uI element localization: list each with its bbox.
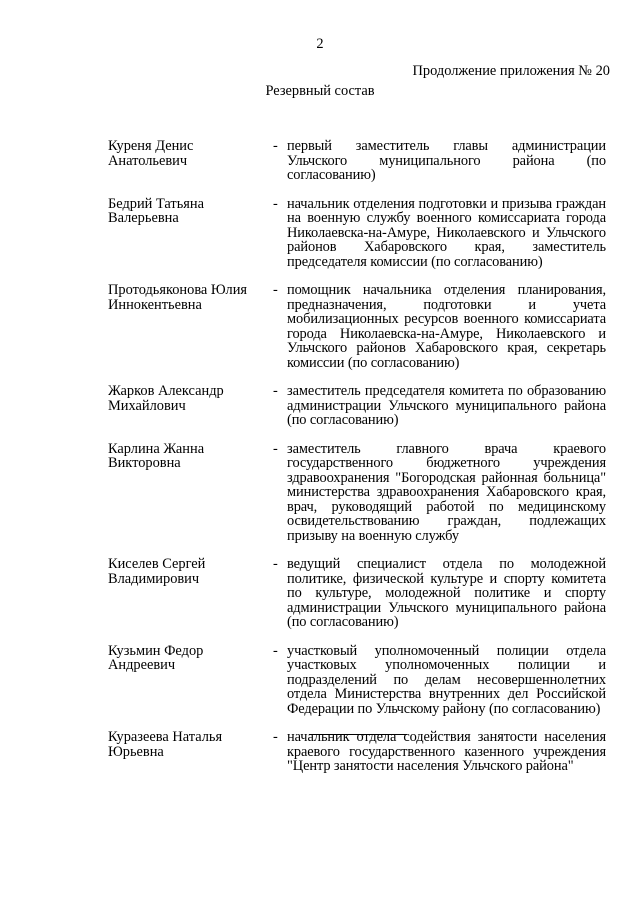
closing-divider <box>309 734 407 735</box>
member-dash: - <box>273 195 278 212</box>
member-row <box>108 557 606 630</box>
member-description: начальник отделения подготовки и призыва граждан на военную службу военного комиссариата города Николаевска-на-Амуре, Николаевского и Ульчского районов Хабаровского края, заместитель председателя комиссии (по согласованию) <box>287 195 606 270</box>
member-row <box>108 139 606 183</box>
member-dash: - <box>273 282 278 298</box>
member-name <box>108 384 273 413</box>
member-patronymic: Иннокентьевна <box>108 296 202 313</box>
member-name <box>108 730 273 759</box>
member-description: заместитель главного врача краевого государственного бюджетного учреждения здравоохранения "Богородская районная больница" министерства здравоохранения Хабаровского края, врач, руководящий работой по медицинскому освидетельствованию граждан, подлежащих призыву на военную службу <box>287 440 606 544</box>
members-list <box>108 139 606 788</box>
member-surname-first: Киселев Сергей <box>108 556 206 572</box>
member-row <box>108 730 606 774</box>
member-patronymic: Викторовна <box>108 455 181 471</box>
member-dash: - <box>273 138 278 154</box>
member-description: ведущий специалист отдела по молодежной политике, физической культуре и спорту комитета по культуре, молодежной политике и спорту администрации Ульчского муниципального района (по согласованию) <box>287 556 606 630</box>
member-dash: - <box>273 383 278 399</box>
member-patronymic: Валерьевна <box>108 210 179 226</box>
member-patronymic: Анатольевич <box>108 152 188 169</box>
member-patronymic: Владимирович <box>108 570 200 587</box>
member-name <box>108 283 273 312</box>
member-description: первый заместитель главы администрации Ульчского муниципального района (по согласованию) <box>287 138 606 183</box>
member-name <box>108 557 273 586</box>
member-name <box>108 442 273 471</box>
member-surname-first: Бедрий Татьяна <box>108 195 204 212</box>
member-patronymic: Андреевич <box>108 657 176 673</box>
member-dash: - <box>273 440 278 457</box>
member-row <box>108 644 606 717</box>
member-name <box>108 644 273 673</box>
member-dash: - <box>273 729 278 745</box>
member-patronymic: Михайлович <box>108 397 186 414</box>
member-surname-first: Протодьяконова Юлия <box>108 282 248 298</box>
section-title: Резервный состав <box>265 83 375 99</box>
member-dash: - <box>273 556 278 572</box>
member-surname-first: Кузьмин Федор <box>108 642 204 659</box>
member-row <box>108 283 606 370</box>
member-description: участковый уполномоченный полиции отдела участковых уполномоченных полиции и подразделений по делам несовершеннолетних отдела Министерства внутренних дел Российской Федерации по Ульчскому району (по согласованию) <box>287 642 606 717</box>
member-surname-first: Жарков Александр <box>108 383 224 399</box>
member-row <box>108 384 606 428</box>
member-patronymic: Юрьевна <box>108 743 164 760</box>
page-number: 2 <box>316 36 324 52</box>
member-description: начальник отдела содействия занятости населения краевого государственного казенного учреждения "Центр занятости населения Ульчского района" <box>287 729 606 774</box>
member-name <box>108 139 273 168</box>
member-dash: - <box>273 642 278 659</box>
member-surname-first: Карлина Жанна <box>108 440 205 457</box>
member-name <box>108 197 273 226</box>
member-row <box>108 197 606 270</box>
continuation-label: Продолжение приложения № 20 <box>412 63 610 79</box>
member-surname-first: Куразеева Наталья <box>108 729 223 745</box>
member-description: заместитель председателя комитета по образованию администрации Ульчского муниципального района (по согласованию) <box>287 383 606 428</box>
member-description: помощник начальника отделения планирования, предназначения, подготовки и учета мобилизационных ресурсов военного комиссариата города Николаевска-на-Амуре, Николаевского и Ульчского районов Хабаровского края, секретарь комиссии (по согласованию) <box>287 282 606 371</box>
member-row <box>108 442 606 544</box>
member-surname-first: Куреня Денис <box>108 138 194 154</box>
